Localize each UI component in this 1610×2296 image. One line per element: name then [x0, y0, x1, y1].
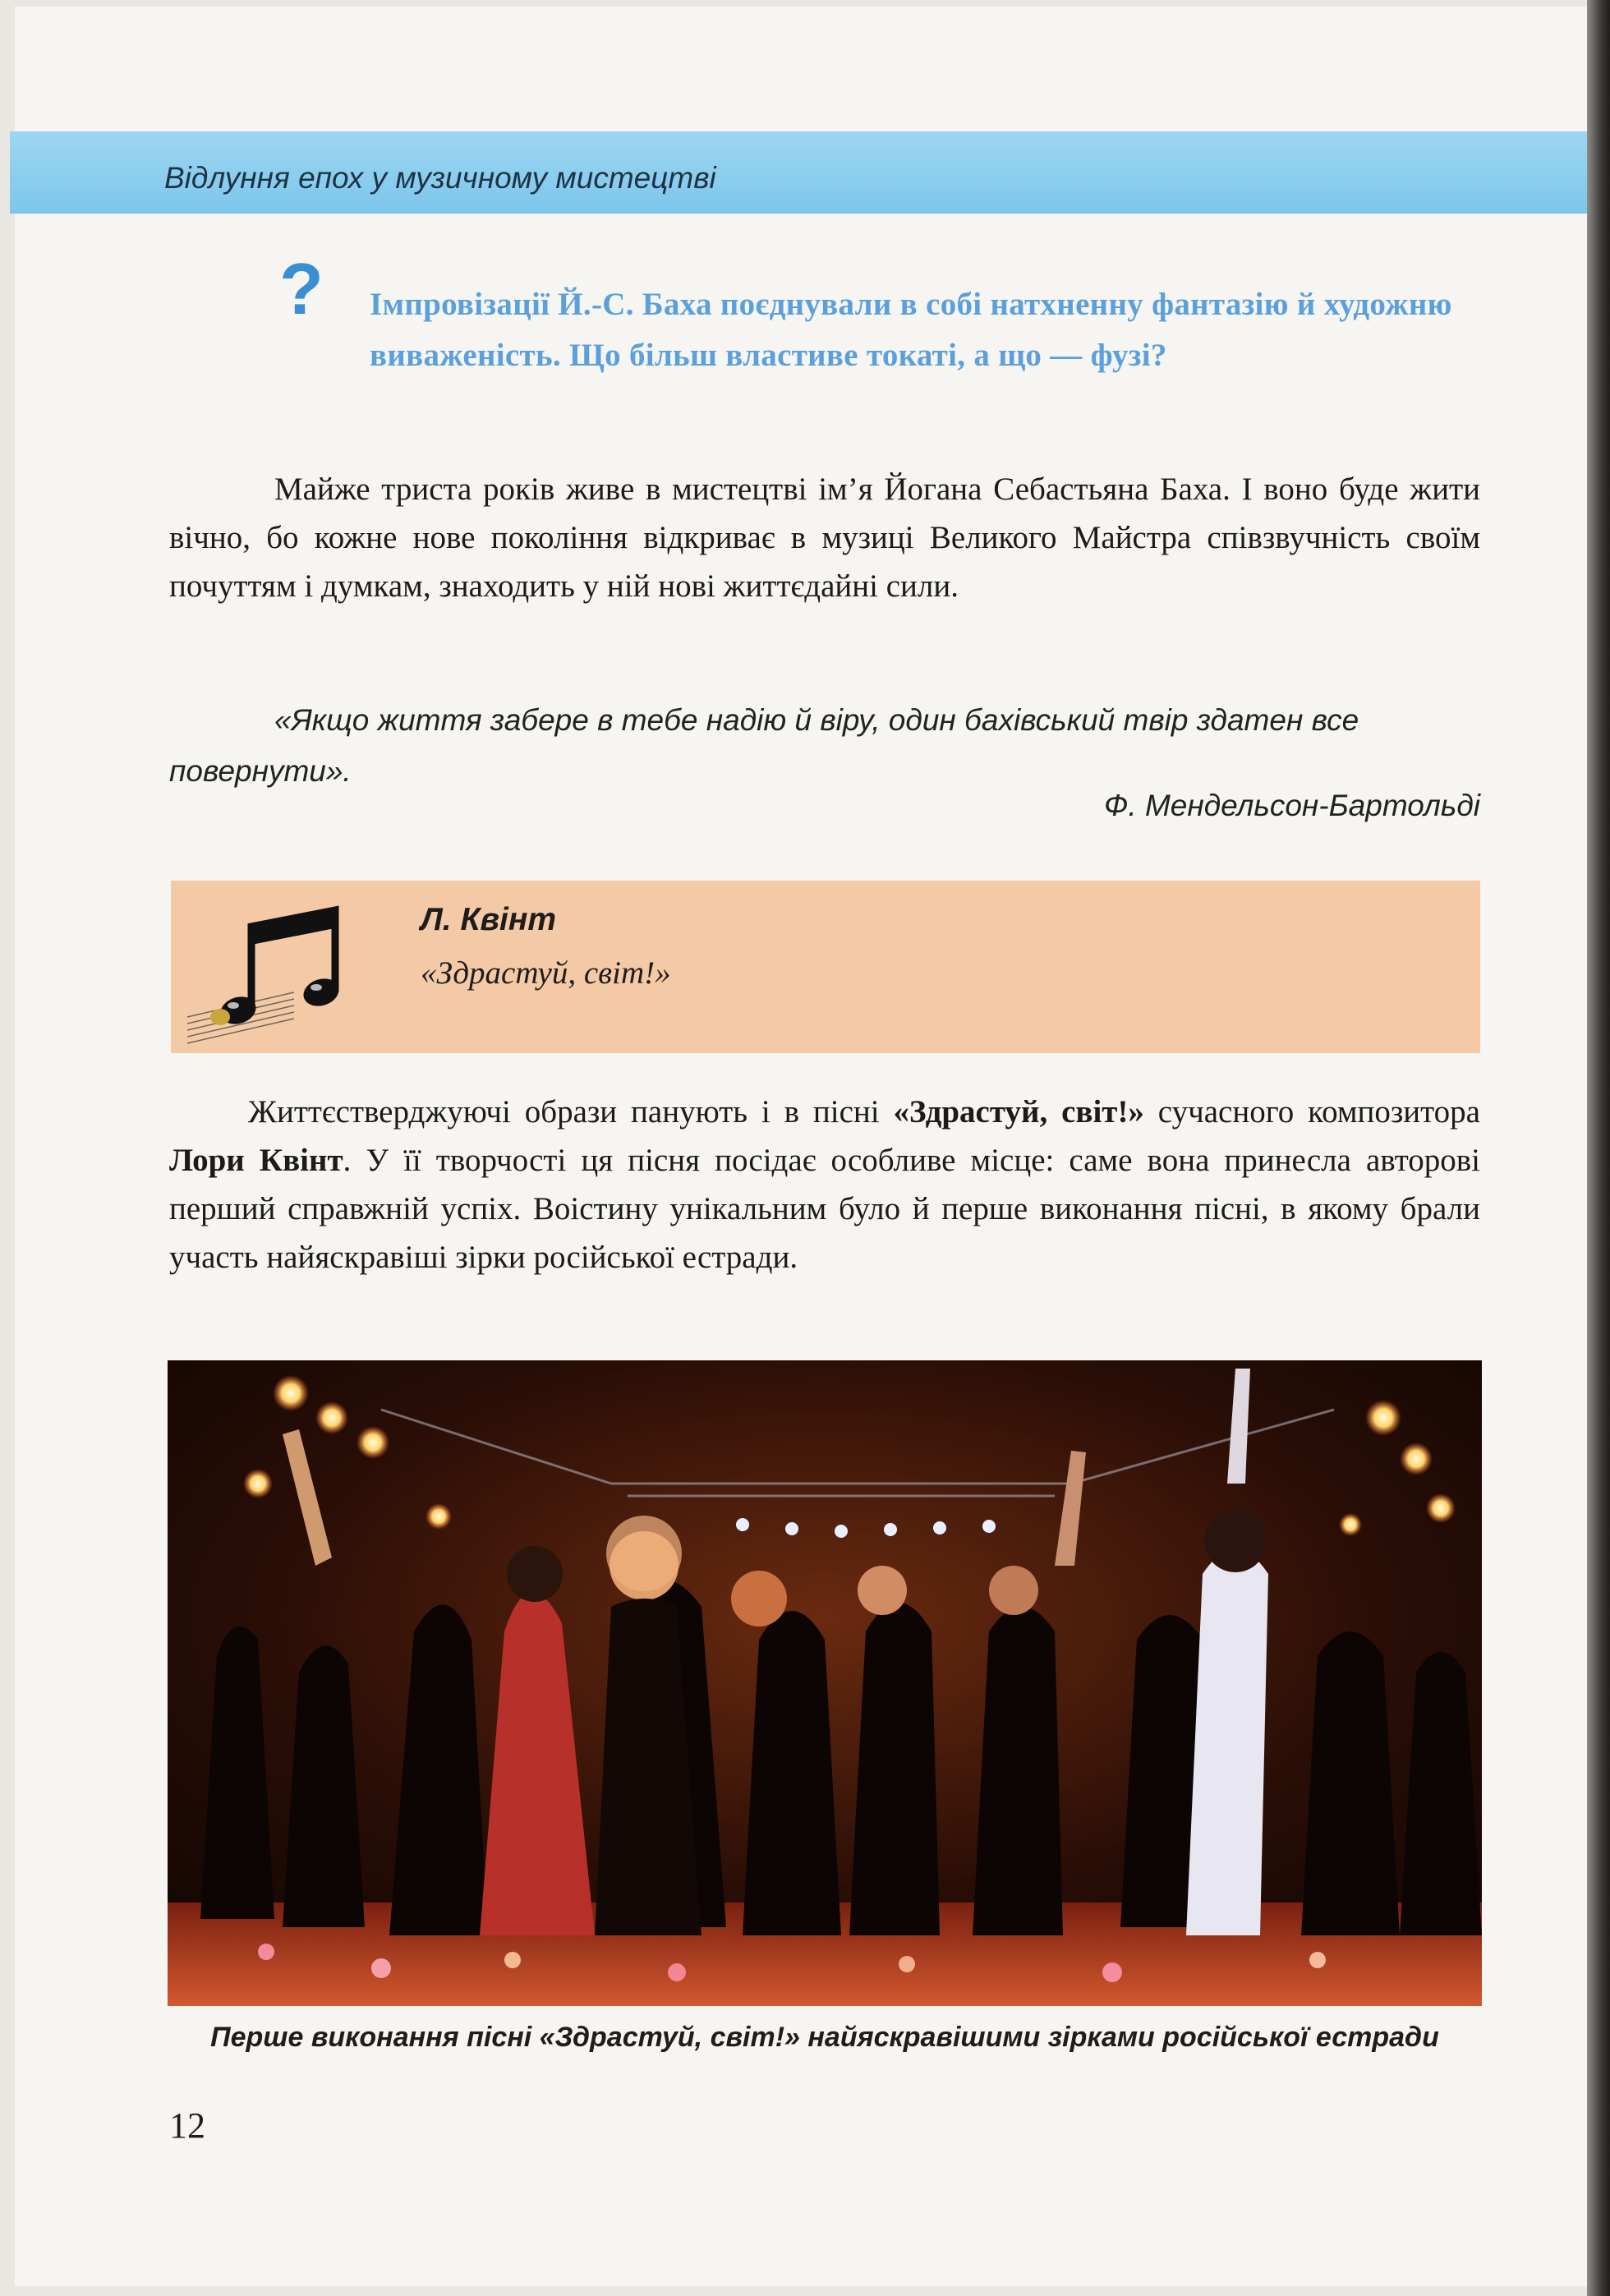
photo-caption: Перше виконання пісні «Здрастуй, світ!» найяскравішими зірками російської естради [210, 2022, 1439, 2053]
page-number: 12 [169, 2105, 205, 2146]
song-title-bold: «Здрастуй, світ!» [893, 1094, 1144, 1130]
paragraph-song-part1: Життєстверджуючі образи панують і в пісні [248, 1094, 894, 1130]
concert-photo-illustration [168, 1360, 1482, 2006]
quote-author: Ф. Мендельсон-Бартольді [1103, 789, 1480, 822]
quote-text: «Якщо життя забере в тебе надію й віру, один бахівський твір здатен все повернути». [169, 703, 1359, 788]
paragraph-song-part3: . У її творчості ця пісня посідає особливе місце: саме вона принесла авторові перший справжній успіх. Воістину унікальним було й перше виконання пісні, в якому брали участь найяскравіші зірки російської естради. [169, 1143, 1480, 1275]
book-spine-edge [1587, 0, 1610, 2296]
section-title: Відлуння епох у музичному мистецтві [164, 161, 716, 195]
question-mark-icon: ? [279, 248, 324, 329]
song-title: «Здрастуй, світ!» [421, 955, 671, 991]
paragraph-bach: Майже триста років живе в мистецтві ім’я Йогана Себастьяна Баха. І воно буде жити вічно, бо кожне нове покоління відкриває в музиці Великого Майстра співзвучність своїм почуттям і думкам, знаходить у ній нові життєдайні сили. [169, 472, 1480, 604]
composer-name: Л. Квінт [421, 902, 557, 937]
music-note-icon [187, 886, 368, 1050]
composer-name-bold: Лори Квінт [169, 1143, 343, 1178]
paragraph-song [169, 1088, 1480, 1281]
question-text: Імпровізації Й.-С. Баха поєднували в собі натхненну фантазію й художню виваженість. Що більш властиве токаті, а що — фузі? [370, 287, 1452, 373]
paragraph-song-part2: сучасного композитора [1143, 1094, 1480, 1130]
concert-photo [168, 1360, 1482, 2006]
